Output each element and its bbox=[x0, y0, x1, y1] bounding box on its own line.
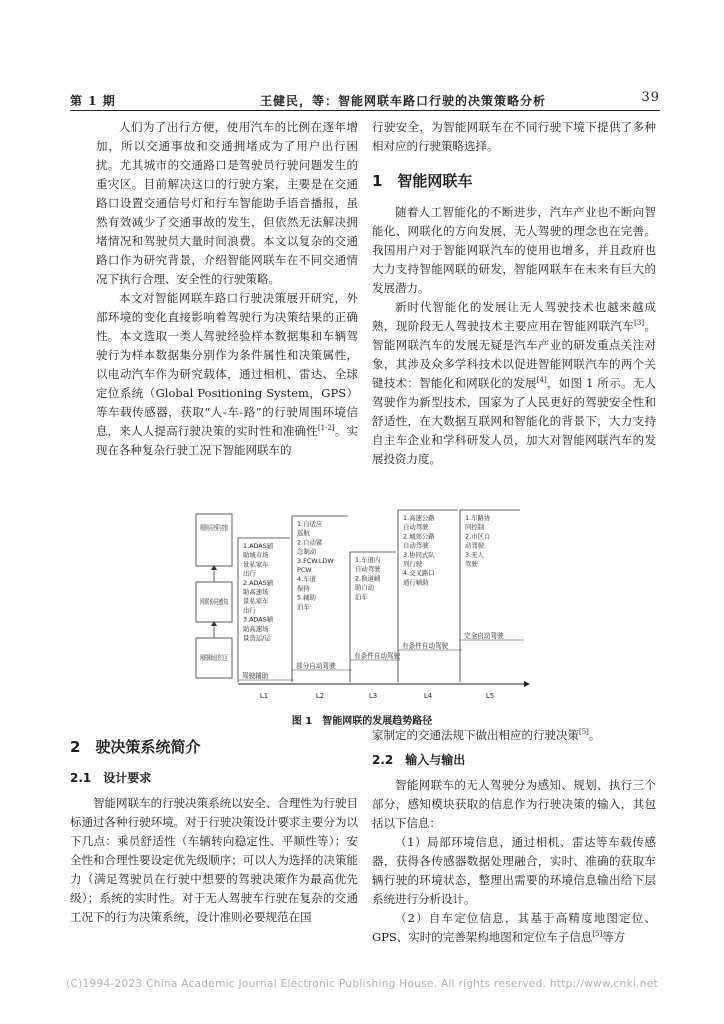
stage-item-text: 通行辅助 bbox=[403, 578, 429, 587]
category-label-decision-1: 网联协同决策与控制 bbox=[200, 524, 263, 532]
section-1-paragraph-2-b: 。智能网联汽车的发展无疑是汽车产业的研发重点关注对象，其涉及众多学科技术以促进智能网联汽车的两个关键技术：智能化和网联化的发展 bbox=[372, 319, 657, 390]
left-column-lower bbox=[70, 738, 358, 927]
level-tick-label: L1 bbox=[259, 692, 269, 700]
stage-item-text: 驾驶 bbox=[465, 560, 478, 568]
stage-item-text: 2.自动紧 bbox=[297, 538, 323, 547]
citation-ref: [1-2] bbox=[317, 424, 335, 433]
stage-item-text: 巡航 bbox=[297, 529, 310, 538]
figure-1 bbox=[190, 508, 530, 704]
subsection-2-1-heading: 2.1 设计要求 bbox=[70, 771, 152, 785]
x-axis-arrow bbox=[524, 681, 530, 687]
running-header bbox=[70, 90, 660, 111]
stage-item-text: 景私家车 bbox=[243, 560, 269, 569]
stage-item-text: 1.车路协 bbox=[465, 514, 491, 522]
stage-item-text: 3.协同式队 bbox=[403, 550, 435, 559]
continued-text-a: 家制定的交通法规下做出相应的行驶决策 bbox=[372, 728, 579, 742]
stage-item-text: 助高速场 bbox=[243, 624, 269, 633]
continued-paragraph: 行驶安全，为智能网联车在不同行驶下境下提供了多种相对应的行驶策略选择。 bbox=[372, 120, 656, 153]
stage-item-text: 泊车 bbox=[297, 602, 310, 611]
stage-item-text: PCW bbox=[297, 566, 312, 574]
stage-item-text: 4.交叉路口 bbox=[403, 569, 435, 578]
stage-item-text: 景货运/运 bbox=[243, 634, 271, 642]
stage-label: 完全自动驾驶 bbox=[464, 632, 504, 640]
level-labels bbox=[260, 692, 494, 700]
stage-item-text: 保持 bbox=[297, 584, 310, 593]
stage-item-text: 2.市区自 bbox=[465, 532, 491, 541]
stage-item-text: 1.车道内 bbox=[355, 556, 381, 564]
intro-paragraph-2-tail: 。实现在各种复杂行驶工况下智能网联车的 bbox=[96, 424, 358, 457]
section-1-paragraph-2-a: 新时代智能化的发展让无人驾驶技术也越来越成熟，现阶段无人驾驶技术主要应用在智能网联汽车 bbox=[372, 300, 656, 333]
stage-item-text: 2.换道辅 bbox=[355, 574, 381, 583]
stage-label: 驾驶辅助 bbox=[242, 672, 269, 680]
intro-paragraph-2 bbox=[96, 289, 358, 460]
section-1-paragraph-1: 随着人工智能化的不断进步，汽车产业也不断向智能化、网联化的方向发展，无人驾驶的理念也在完善。我国用户对于智能网联汽车的使用也增多，并且政府也大力支持智能网联的研发，智能网联车在未来有巨大的发展潜力。 bbox=[372, 205, 656, 295]
level-tick-label: L2 bbox=[315, 692, 325, 700]
stage-item-text: 列行驶 bbox=[403, 560, 423, 568]
subsection-2-2-paragraph-3-a: （2）自车定位信息，其基于高精度地图定位、GPS、实时的完善架构地图和定位车子信息 bbox=[372, 911, 656, 944]
stage-item-text: 助自动 bbox=[355, 583, 375, 592]
left-column-upper bbox=[96, 118, 358, 460]
stage-item-text: 同控制 bbox=[465, 523, 485, 532]
stage-item-text: 自动驾驶 bbox=[403, 541, 429, 550]
subsection-2-2-paragraph-3 bbox=[372, 909, 656, 947]
issue-number: 第 1 期 bbox=[70, 94, 116, 108]
stage-label: 有条件自动驾驶 bbox=[402, 642, 449, 650]
intro-paragraph-1: 人们为了出行方便，使用汽车的比例在逐年增加，所以交通事故和交通拥堵成为了用户出行困扰。尤其城市的交通路口是驾驶员行驶问题发生的重灾区。目前解决这口的行驶方案，主要是在交通路口设置交通信号灯和行车智能助手语音播报，虽然有效减少了交通事故的发生，但依然无法解决拥堵情况和驾驶员大量时间浪费。本文以复杂的交通路口作为研究背景，介绍智能网联车在不同交通情况下执行合理、安全性的行驶策略。 bbox=[96, 120, 358, 286]
stage-item-text: 1.ADAS辅 bbox=[243, 542, 274, 550]
stage-item-text: 1.高速公路 bbox=[403, 514, 435, 522]
citation-ref: [3] bbox=[634, 319, 645, 328]
running-title: 王健民，等：智能网联车路口行驶的决策策略分析 bbox=[260, 94, 547, 108]
subsection-2-1-paragraph: 智能网联车的行驶决策系统以安全、合理性为行驶目标通过各种行驶环境。对于行驶决策设计要求主要分为以下几点：乘员舒适性（车辆转向稳定性、平顺性等）；安全性和合理性要设定优先级顺序；可以人为选择的决策能力（满足驾驶员在行驶中想要的驾驶决策作为最高优先级）；系统的实时性。对于无人驾驶车行驶在复杂的交通工况下的行为决策系统，设计准则必要规范在国 bbox=[70, 796, 358, 924]
stage-item-text: 4.车道 bbox=[297, 575, 316, 584]
stage-item-text: 3.ADAS辅 bbox=[243, 615, 274, 624]
stage-item-text: 1.自适应 bbox=[297, 520, 323, 528]
level-tick-label: L5 bbox=[485, 692, 495, 700]
stage-item-text: 助高速场 bbox=[243, 588, 269, 596]
stage-item-text: 急制动 bbox=[297, 547, 317, 556]
level-tick-label: L4 bbox=[423, 692, 433, 700]
level-tick-label: L3 bbox=[368, 692, 378, 700]
stage-item-text: 2.ADAS辅 bbox=[243, 578, 274, 587]
development-path-diagram bbox=[190, 508, 530, 704]
subsection-2-2-heading: 2.2 输入与输出 bbox=[372, 753, 466, 767]
stage-item-text: 自动驾驶 bbox=[355, 565, 381, 574]
stage-item-text: 3.FCW.LDW bbox=[297, 556, 334, 565]
stage-staircase bbox=[238, 510, 524, 682]
subsection-2-2-paragraph-2: （1）局部环境信息，通过相机、雷达等车载传感器，获得各传感器数据处理融合，实时、准确的获取车辆行驶的环境状态，整理出需要的环境信息输出给下层系统进行分析设计。 bbox=[372, 835, 656, 906]
category-label-perception: 网联协同感知 bbox=[200, 598, 242, 606]
right-column-lower bbox=[372, 726, 656, 947]
stage-item-text: 动驾驶 bbox=[465, 541, 485, 550]
citation-ref: [5] bbox=[579, 728, 589, 737]
stage-item-text: 自动驾驶 bbox=[403, 523, 429, 532]
page-number: 39 bbox=[641, 90, 660, 105]
category-label-info: 网联辅助信息交互 bbox=[200, 654, 256, 662]
continued-text-b: 。 bbox=[588, 728, 601, 742]
subsection-2-2-paragraph-3-b: 等方 bbox=[602, 930, 626, 944]
stage-item-text: 助城市场 bbox=[243, 551, 269, 560]
stage-label: 有条件自动驾驶 bbox=[354, 652, 401, 660]
section-2-heading: 2 驶决策系统简介 bbox=[70, 738, 201, 756]
continued-paragraph-2 bbox=[372, 726, 656, 745]
section-1-heading: 1 智能网联车 bbox=[372, 172, 473, 190]
stage-item-text: 2.城郊公路 bbox=[403, 532, 435, 541]
stage-item-text: 出行 bbox=[243, 569, 256, 578]
stage-item-text: 出行 bbox=[243, 606, 256, 615]
stage-label: 部分自动驾驶 bbox=[296, 662, 336, 670]
section-1-paragraph-2-c: ，如图 1 所示。无人驾驶作为新型技术，国家为了人民更好的驾驶安全性和舒适性，在大数据互联网和智能化的背景下，大力支持自主车企业和学科研发人员，加大对智能网联汽车的发展投资力度。 bbox=[372, 376, 656, 466]
citation-ref: [4] bbox=[536, 376, 547, 385]
citation-ref: [5] bbox=[592, 930, 603, 939]
intro-paragraph-2-text: 本文对智能网联车路口行驶决策展开研究，外部环境的变化直接影响着驾驶行为决策结果的正确性。本文选取一类人驾驶经验样本数据集和车辆驾驶行为样本数据集分别作为条件属性和决策属性，以电动汽车作为研究载体，通过相机、雷达、全球定位系统（Global Positioning System，GPS）等车载传感器，获取“人-车-路”的行驶周围环境信息，来人人提高行驶决策的实时性和准确性 bbox=[96, 291, 358, 438]
figure-caption: 图 1 智能网联的发展趋势路径 bbox=[291, 716, 433, 727]
stage-item-text: 景私家车 bbox=[243, 597, 269, 606]
stage-item-text: 5.辅助 bbox=[297, 593, 316, 602]
stage-item-text: 泊车 bbox=[355, 592, 368, 601]
copyright-footer: (C)1994-2023 China Academic Journal Electronic Publishing House. All rights reserved. http://www.cnki.net bbox=[66, 978, 658, 990]
stage-item-text: 3.无人 bbox=[465, 550, 484, 559]
right-column-upper bbox=[372, 118, 656, 469]
section-1-paragraph-2 bbox=[372, 298, 656, 469]
subsection-2-2-paragraph-1: 智能网联车的无人驾驶分为感知、规划、执行三个部分，感知模块获取的信息作为行驶决策的输入，其包括以下信息： bbox=[372, 778, 656, 830]
